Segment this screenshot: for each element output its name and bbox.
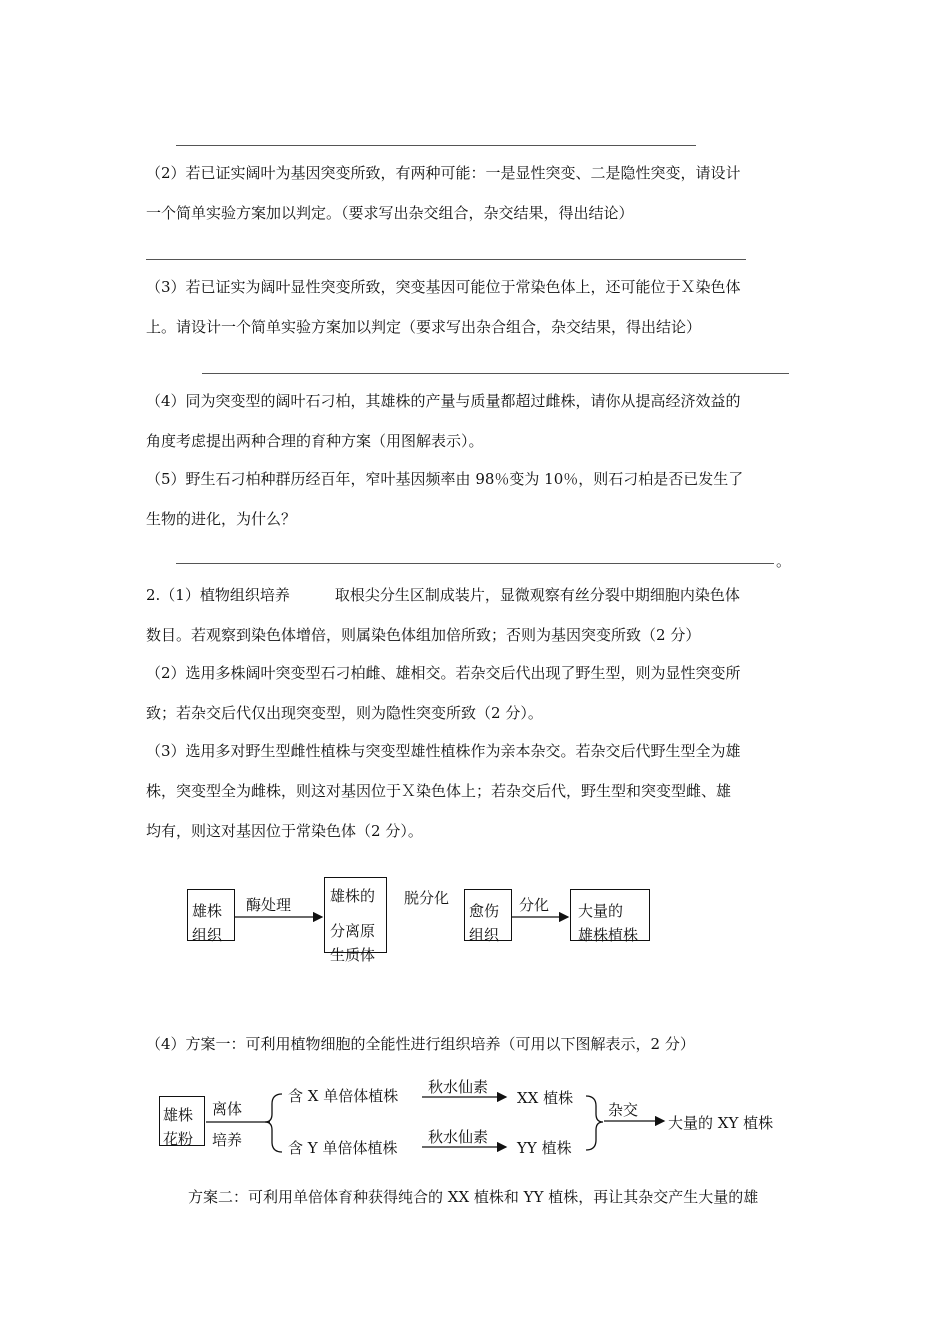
- question-5-line2: 生物的进化，为什么？: [146, 510, 297, 528]
- box-male-pollen-line2: 花粉: [163, 1130, 194, 1148]
- box-male-tissue-line1: 雄株: [192, 902, 223, 920]
- answer-4-line1: （4）方案一：可利用植物细胞的全能性进行组织培养（可用以下图解表示，2 分）: [146, 1035, 695, 1053]
- y-haploid-plant: 含 Y 单倍体植株: [288, 1139, 398, 1157]
- question-3-line2: 上。请设计一个简单实验方案加以判定（要求写出杂合组合，杂交结果，得出结论）: [146, 318, 702, 336]
- yy-plant: YY 植株: [517, 1139, 572, 1157]
- x-haploid-plant: 含 X 单倍体植株: [288, 1087, 399, 1105]
- question-4-line1: （4）同为突变型的阔叶石刁柏，其雄株的产量与质量都超过雌株，请你从提高经济效益的: [146, 392, 741, 410]
- answer-1-line1: 2.（1）植物组织培养 取根尖分生区制成装片，显微观察有丝分裂中期细胞内染色体: [146, 586, 740, 604]
- label-differentiation: 分化: [519, 896, 550, 914]
- answer-2-line2: 致；若杂交后代仅出现突变型，则为隐性突变所致（2 分）。: [146, 704, 543, 722]
- label-dedifferentiation: 脱分化: [404, 889, 450, 907]
- answer-3-line1: （3）选用多对野生型雌性植株与突变型雄性植株作为亲本杂交。若杂交后代野生型全为雄: [146, 742, 741, 760]
- brace-right: [586, 1096, 603, 1150]
- answer-2-line1: （2）选用多株阔叶突变型石刁柏雌、雄相交。若杂交后代出现了野生型，则为显性突变所: [146, 664, 741, 682]
- box-callus-line1: 愈伤: [469, 902, 500, 920]
- box-callus-line2: 组织: [469, 926, 500, 944]
- label-cross: 杂交: [608, 1101, 639, 1119]
- answer-3-line3: 均有，则这对基因位于常染色体（2 分）。: [146, 822, 423, 840]
- question-4-line2: 角度考虑提出两种合理的育种方案（用图解表示）。: [146, 432, 484, 450]
- answer-3-line2: 株，突变型全为雌株，则这对基因位于Ｘ染色体上；若杂交后代，野生型和突变型雌、雄: [146, 782, 732, 800]
- result-xy-plants: 大量的 XY 植株: [668, 1114, 774, 1132]
- box-protoplast-line1: 雄株的: [330, 887, 376, 905]
- question-5-line1: （5）野生石刁柏种群历经百年，窄叶基因频率由 98％变为 10％，则石刁柏是否已发生了: [146, 470, 744, 488]
- label-enzyme-treatment: 酶处理: [246, 896, 292, 914]
- answer-1-line2: 数目。若观察到染色体增倍，则属染色体组加倍所致；否则为基因突变所致（2 分）: [146, 626, 701, 644]
- brace-left: [265, 1094, 282, 1152]
- plan-two-text: 方案二：可利用单倍体育种获得纯合的 XX 植株和 YY 植株，再让其杂交产生大量的雄: [188, 1188, 759, 1206]
- xx-plant: XX 植株: [517, 1089, 574, 1107]
- label-colchicine-bottom: 秋水仙素: [428, 1128, 489, 1146]
- question-2-line1: （2）若已证实阔叶为基因突变所致，有两种可能：一是显性突变、二是隐性突变，请设计: [146, 164, 741, 182]
- box-male-plants-line1: 大量的: [578, 902, 624, 920]
- period-mark: 。: [776, 552, 792, 570]
- box-protoplast-line2: 分离原: [330, 922, 376, 940]
- label-isolated: 离体: [212, 1100, 243, 1118]
- label-colchicine-top: 秋水仙素: [428, 1078, 489, 1096]
- question-3-line1: （3）若已证实为阔叶显性突变所致，突变基因可能位于常染色体上，还可能位于Ｘ染色体: [146, 278, 741, 296]
- label-culture: 培养: [212, 1131, 243, 1149]
- box-male-pollen-line1: 雄株: [163, 1106, 194, 1124]
- box-male-plants-line2: 雄株植株: [578, 926, 639, 944]
- box-male-tissue-line2: 组织: [192, 926, 223, 944]
- box-protoplast-line3: 生质体: [330, 946, 376, 964]
- question-2-line2: 一个简单实验方案加以判定。（要求写出杂交组合，杂交结果，得出结论）: [146, 204, 634, 222]
